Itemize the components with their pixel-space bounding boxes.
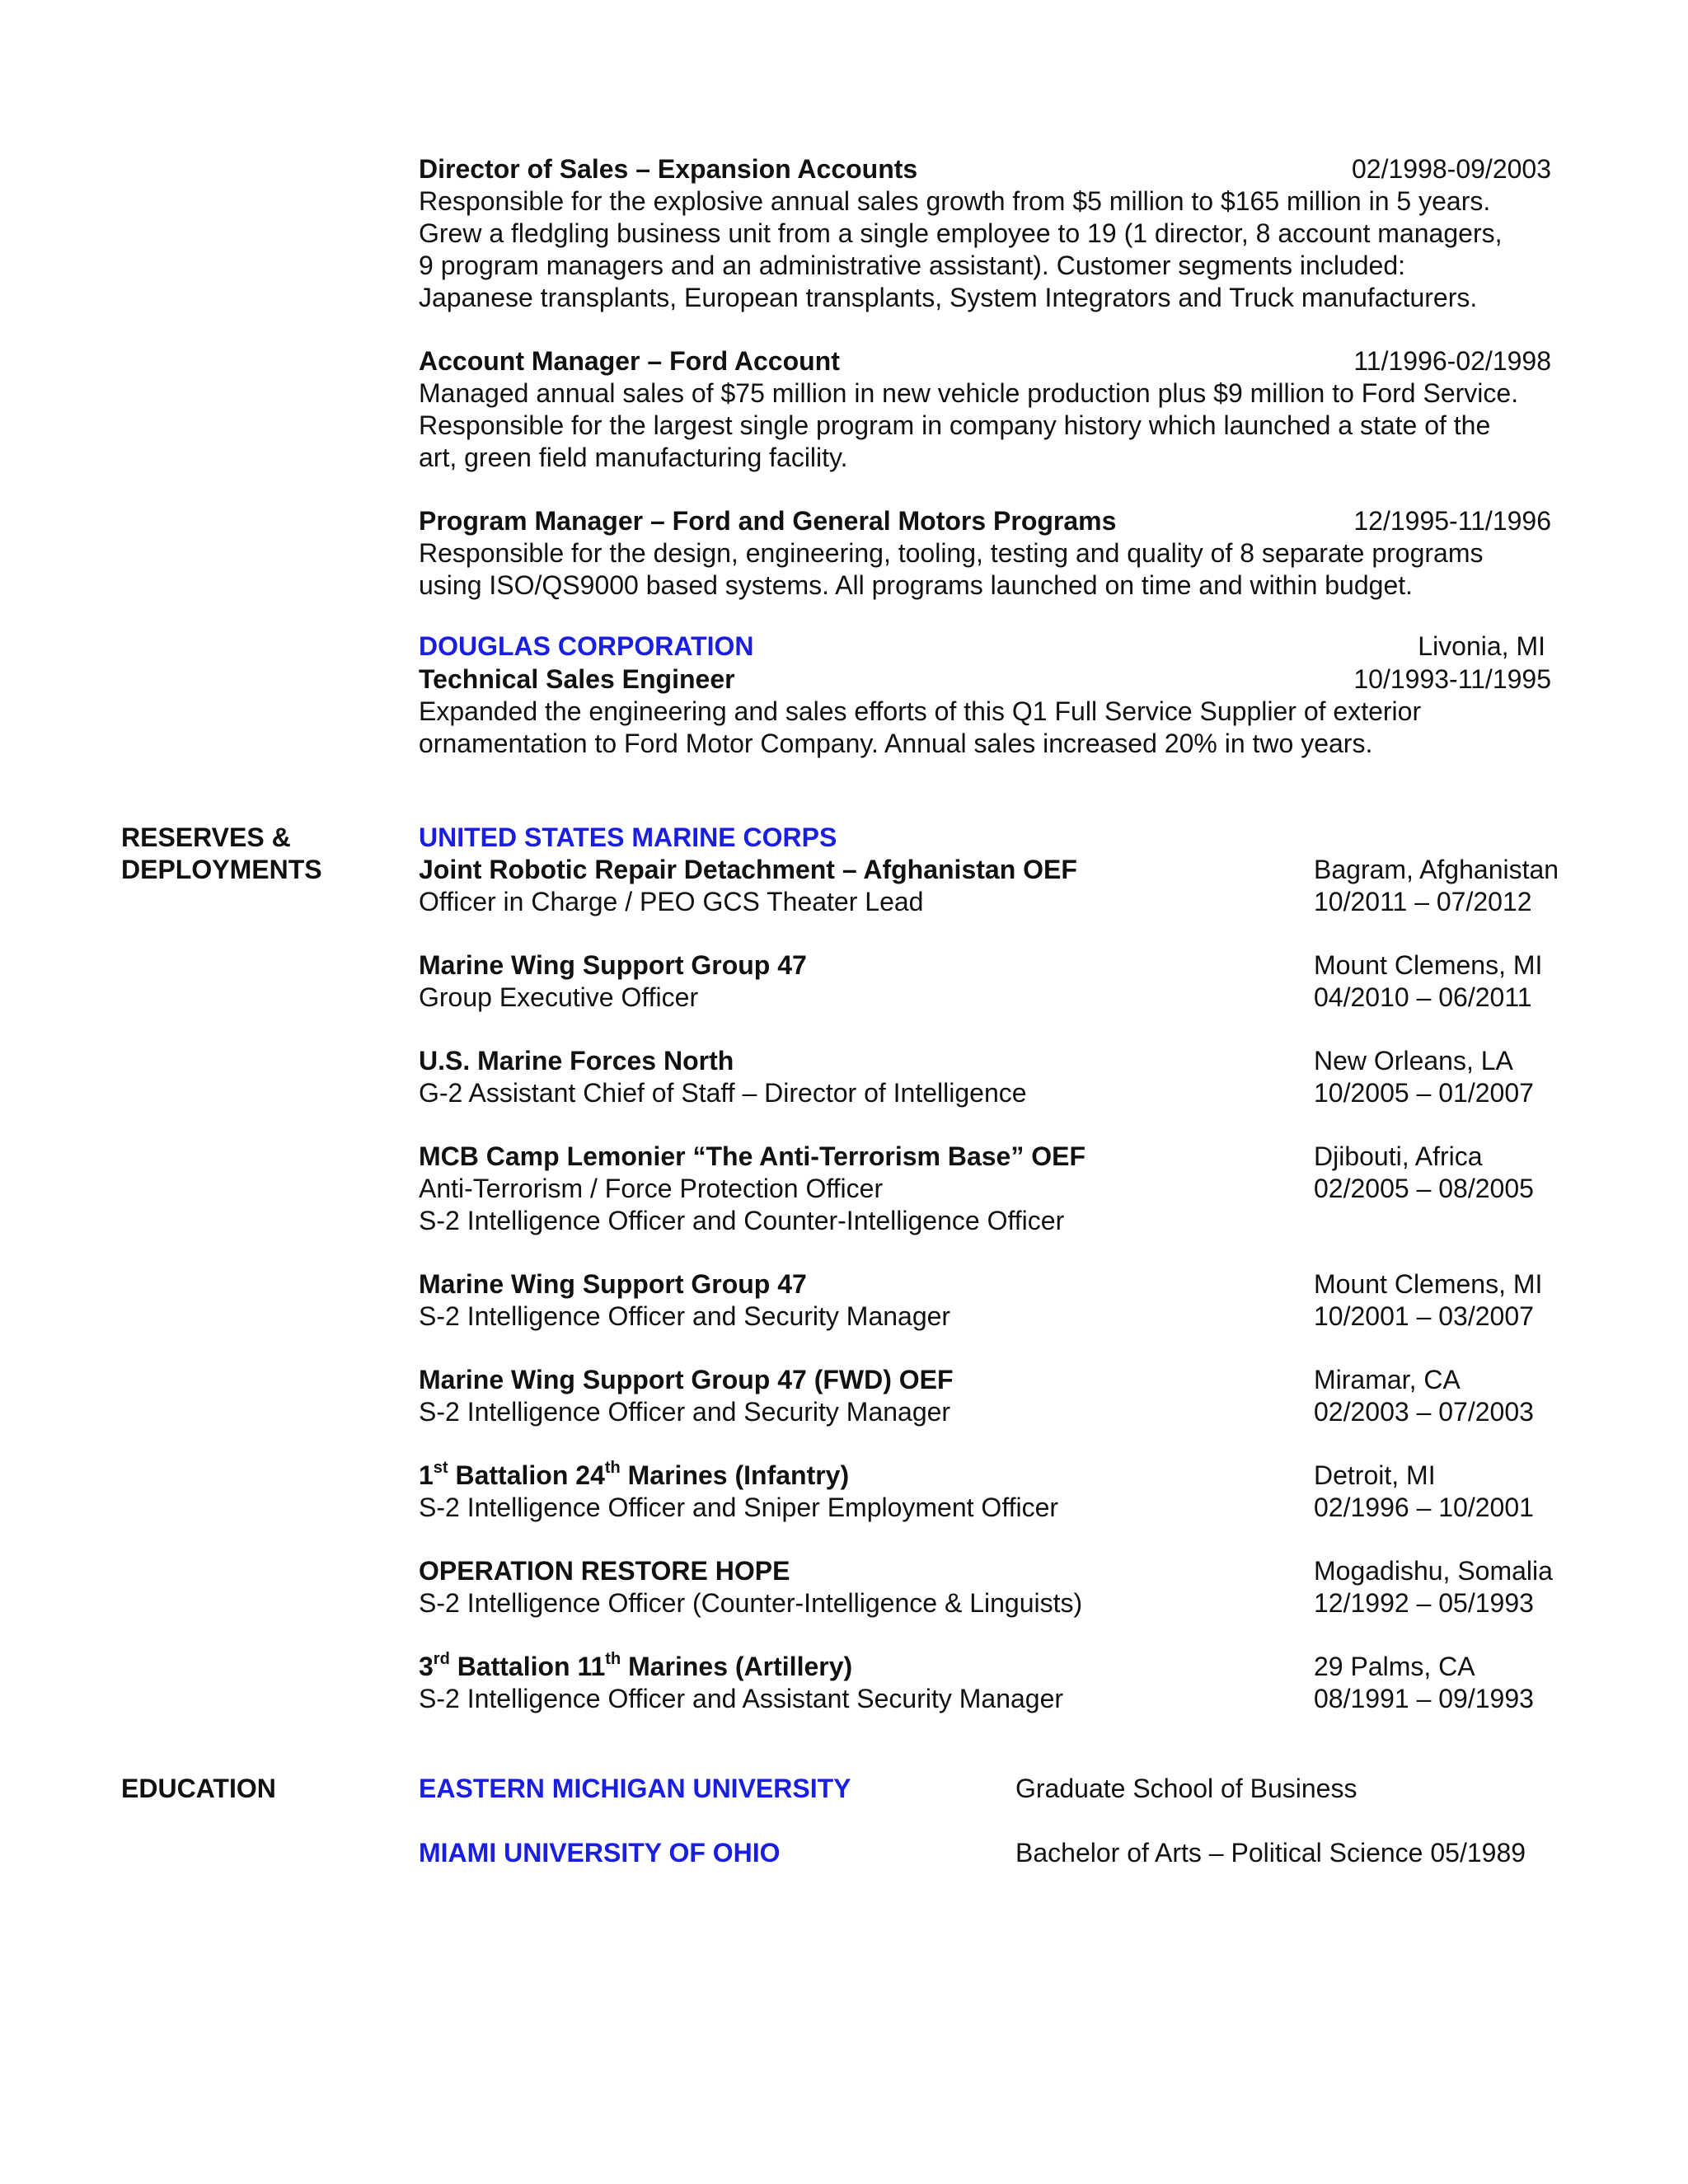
- role-dates: 12/1995-11/1996: [1353, 506, 1551, 536]
- role-title: Account Manager – Ford Account: [419, 346, 840, 376]
- role-dates: 10/1993-11/1995: [1353, 664, 1551, 694]
- unit-name: U.S. Marine Forces North: [419, 1046, 734, 1076]
- section-label: RESERVES &: [121, 823, 291, 852]
- unit-role: S-2 Intelligence Officer and Sniper Employment Officer: [419, 1493, 1059, 1522]
- unit-role: S-2 Intelligence Officer and Counter-Intelligence Officer: [419, 1206, 1065, 1235]
- unit-dates: 08/1991 – 09/1993: [1314, 1684, 1534, 1713]
- unit-role: S-2 Intelligence Officer and Security Manager: [419, 1397, 951, 1427]
- unit-name: Marine Wing Support Group 47: [419, 950, 807, 980]
- role-dates: 02/1998-09/2003: [1352, 154, 1551, 184]
- unit-name-part: Battalion 24: [448, 1460, 605, 1490]
- section-label: DEPLOYMENTS: [121, 855, 322, 884]
- unit-dates: 10/2005 – 01/2007: [1314, 1078, 1534, 1108]
- ordinal-suffix: th: [604, 1459, 621, 1478]
- unit-location: Djibouti, Africa: [1314, 1141, 1483, 1171]
- unit-location: Mount Clemens, MI: [1314, 950, 1543, 980]
- school-name: MIAMI UNIVERSITY OF OHIO: [419, 1838, 781, 1868]
- unit-dates: 10/2011 – 07/2012: [1314, 887, 1532, 916]
- role-description-line: art, green field manufacturing facility.: [419, 443, 848, 472]
- school-detail: Graduate School of Business: [1015, 1774, 1357, 1803]
- ordinal-suffix: rd: [433, 1650, 450, 1669]
- role-description-line: Japanese transplants, European transplants, System Integrators and Truck manufacturers.: [419, 283, 1478, 312]
- school-detail: Bachelor of Arts – Political Science 05/1989: [1015, 1838, 1526, 1868]
- role-description-line: Managed annual sales of $75 million in new vehicle production plus $9 million to Ford Service.: [419, 378, 1519, 408]
- unit-location: 29 Palms, CA: [1314, 1652, 1475, 1681]
- unit-name: [419, 1460, 849, 1492]
- ordinal-suffix: st: [433, 1459, 448, 1478]
- company-location: Livonia, MI: [1418, 631, 1545, 661]
- unit-location: Detroit, MI: [1314, 1460, 1436, 1490]
- role-description-line: Responsible for the design, engineering, tooling, testing and quality of 8 separate programs: [419, 538, 1484, 568]
- role-title: Program Manager – Ford and General Motors Programs: [419, 506, 1117, 536]
- section-label: EDUCATION: [121, 1774, 276, 1803]
- unit-role: S-2 Intelligence Officer and Security Manager: [419, 1301, 951, 1331]
- unit-name-part: Battalion 11: [449, 1652, 606, 1681]
- role-description-line: Responsible for the largest single program in company history which launched a state of the: [419, 410, 1491, 440]
- unit-name: [419, 1651, 852, 1683]
- role-description-line: Expanded the engineering and sales efforts of this Q1 Full Service Supplier of exterior: [419, 696, 1422, 726]
- role-description-line: 9 program managers and an administrative assistant). Customer segments included:: [419, 251, 1406, 280]
- role-description-line: ornamentation to Ford Motor Company. Annual sales increased 20% in two years.: [419, 729, 1373, 758]
- unit-name: OPERATION RESTORE HOPE: [419, 1556, 790, 1586]
- unit-number: 1: [419, 1460, 434, 1490]
- unit-dates: 04/2010 – 06/2011: [1314, 982, 1532, 1012]
- unit-dates: 02/2003 – 07/2003: [1314, 1397, 1534, 1427]
- unit-location: Miramar, CA: [1314, 1365, 1461, 1394]
- unit-dates: 02/2005 – 08/2005: [1314, 1174, 1534, 1203]
- role-description-line: Grew a fledgling business unit from a single employee to 19 (1 director, 8 account managers,: [419, 218, 1503, 248]
- unit-location: Mogadishu, Somalia: [1314, 1556, 1553, 1586]
- unit-name: Joint Robotic Repair Detachment – Afghanistan OEF: [419, 855, 1077, 884]
- unit-location: New Orleans, LA: [1314, 1046, 1513, 1076]
- unit-name-part: Marines (Infantry): [620, 1460, 850, 1490]
- unit-name: Marine Wing Support Group 47 (FWD) OEF: [419, 1365, 954, 1394]
- unit-name: MCB Camp Lemonier “The Anti-Terrorism Base” OEF: [419, 1141, 1086, 1171]
- unit-dates: 10/2001 – 03/2007: [1314, 1301, 1534, 1331]
- unit-location: Bagram, Afghanistan: [1314, 855, 1559, 884]
- role-description-line: using ISO/QS9000 based systems. All programs launched on time and within budget.: [419, 570, 1414, 600]
- role-dates: 11/1996-02/1998: [1353, 346, 1551, 376]
- role-description-line: Responsible for the explosive annual sales growth from $5 million to $165 million in 5 years.: [419, 186, 1491, 216]
- unit-role: Anti-Terrorism / Force Protection Officer: [419, 1174, 884, 1203]
- role-title: Technical Sales Engineer: [419, 664, 735, 694]
- unit-dates: 12/1992 – 05/1993: [1314, 1588, 1534, 1618]
- school-name: EASTERN MICHIGAN UNIVERSITY: [419, 1774, 851, 1803]
- unit-location: Mount Clemens, MI: [1314, 1269, 1543, 1299]
- unit-name-part: Marines (Artillery): [621, 1652, 853, 1681]
- unit-role: G-2 Assistant Chief of Staff – Director of Intelligence: [419, 1078, 1027, 1108]
- unit-role: Group Executive Officer: [419, 982, 699, 1012]
- unit-name: Marine Wing Support Group 47: [419, 1269, 807, 1299]
- role-title: Director of Sales – Expansion Accounts: [419, 154, 918, 184]
- company-name: DOUGLAS CORPORATION: [419, 631, 754, 661]
- unit-role: Officer in Charge / PEO GCS Theater Lead: [419, 887, 924, 916]
- unit-dates: 02/1996 – 10/2001: [1314, 1493, 1534, 1522]
- ordinal-suffix: th: [605, 1650, 621, 1669]
- unit-role: S-2 Intelligence Officer and Assistant Security Manager: [419, 1684, 1064, 1713]
- unit-number: 3: [419, 1652, 434, 1681]
- org-name: UNITED STATES MARINE CORPS: [419, 823, 837, 852]
- unit-role: S-2 Intelligence Officer (Counter-Intelligence & Linguists): [419, 1588, 1083, 1618]
